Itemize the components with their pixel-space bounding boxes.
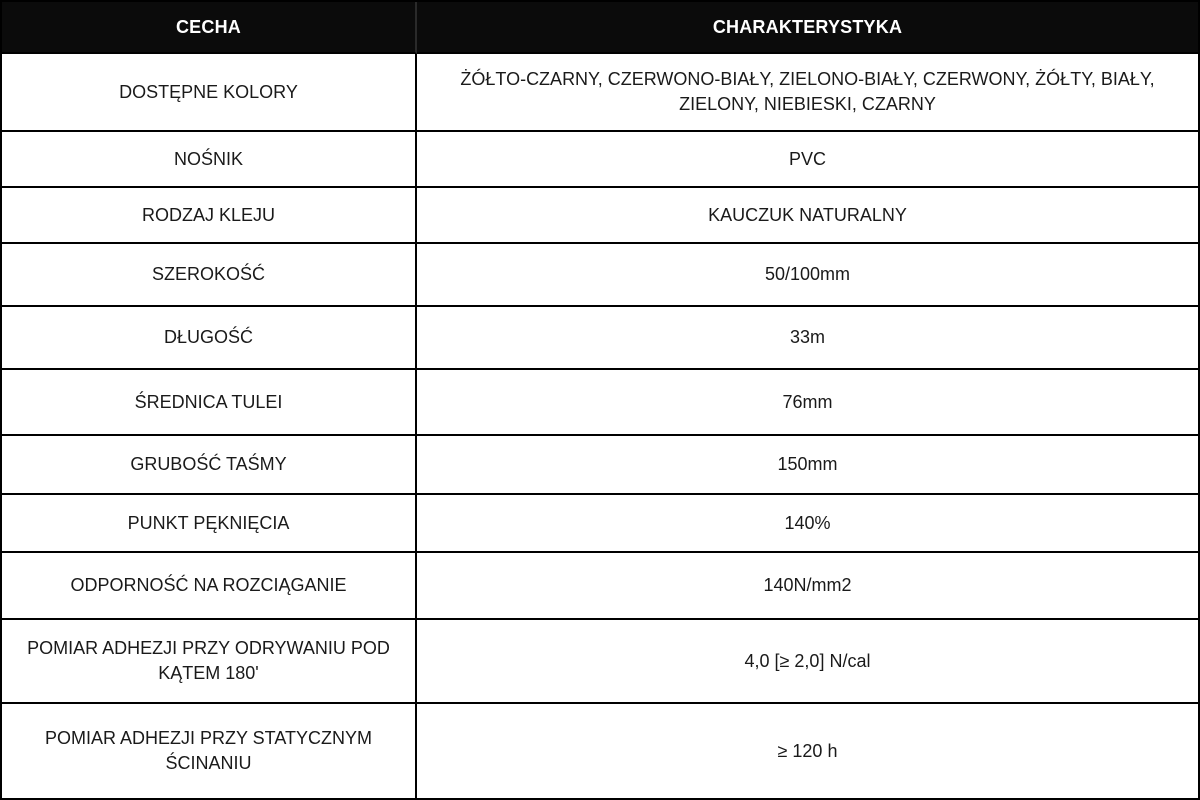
row-feature-tape-thickness: GRUBOŚĆ TAŚMY xyxy=(2,436,417,495)
row-value-tensile-strength: 140N/mm2 xyxy=(417,553,1198,620)
row-feature-core-diameter: ŚREDNICA TULEI xyxy=(2,370,417,436)
header-characteristic: CHARAKTERYSTYKA xyxy=(417,2,1198,54)
header-feature: CECHA xyxy=(2,2,417,54)
row-feature-tensile-strength: ODPORNOŚĆ NA ROZCIĄGANIE xyxy=(2,553,417,620)
row-value-adhesive: KAUCZUK NATURALNY xyxy=(417,188,1198,244)
row-value-tape-thickness: 150mm xyxy=(417,436,1198,495)
row-value-break-point: 140% xyxy=(417,495,1198,553)
row-value-width: 50/100mm xyxy=(417,244,1198,307)
row-value-carrier: PVC xyxy=(417,132,1198,188)
row-feature-carrier: NOŚNIK xyxy=(2,132,417,188)
row-feature-length: DŁUGOŚĆ xyxy=(2,307,417,370)
row-feature-peel-adhesion: POMIAR ADHEZJI PRZY ODRYWANIU POD KĄTEM 180' xyxy=(2,620,417,704)
row-value-colors: ŻÓŁTO-CZARNY, CZERWONO-BIAŁY, ZIELONO-BIAŁY, CZERWONY, ŻÓŁTY, BIAŁY, ZIELONY, NIEBIESKI, CZARNY xyxy=(417,54,1198,132)
row-feature-shear-adhesion: POMIAR ADHEZJI PRZY STATYCZNYM ŚCINANIU xyxy=(2,704,417,798)
row-value-length: 33m xyxy=(417,307,1198,370)
row-value-shear-adhesion: ≥ 120 h xyxy=(777,740,838,761)
row-feature-break-point: PUNKT PĘKNIĘCIA xyxy=(2,495,417,553)
row-value-peel-adhesion: 4,0 [≥ 2,0] N/cal xyxy=(417,620,1198,704)
row-feature-colors: DOSTĘPNE KOLORY xyxy=(2,54,417,132)
row-feature-width: SZEROKOŚĆ xyxy=(2,244,417,307)
row-feature-adhesive: RODZAJ KLEJU xyxy=(2,188,417,244)
row-value-core-diameter: 76mm xyxy=(417,370,1198,436)
